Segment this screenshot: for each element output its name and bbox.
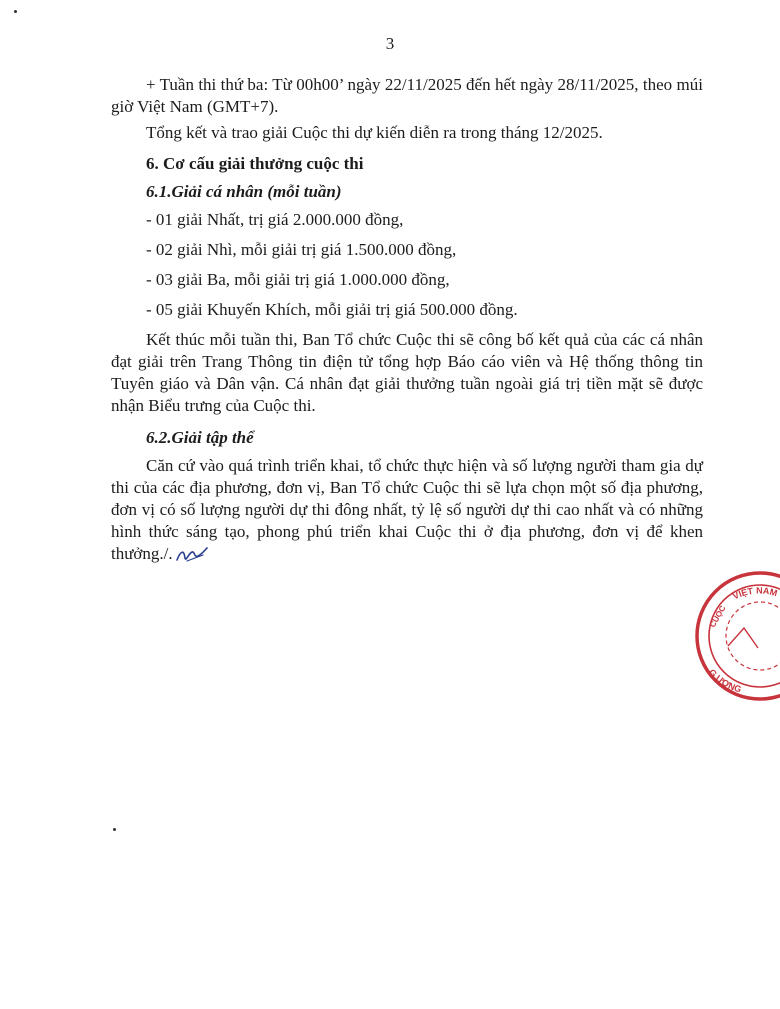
stamp-text-bottom: G ƯƠNG (706, 667, 743, 695)
collective-prize-text: Căn cứ vào quá trình triển khai, tổ chức thực hiện và số lượng người tham gia dự thi của các địa phương, đơn vị, Ban Tổ chức Cuộc thi sẽ lựa chọn một số địa phương, đơn vị có số lượng người dự thi đông nhất, tỷ lệ số người dự thi cao nhất và có những hình thức sáng tạo, phong phú triển khai Cuộc thi ở địa phương, đơn vị để khen thưởng./. (111, 456, 703, 563)
document-body (111, 74, 703, 569)
scan-speck (14, 10, 17, 13)
prize-first: - 01 giải Nhất, trị giá 2.000.000 đồng, (146, 210, 404, 229)
svg-text:VIỆT NAM (731, 586, 778, 602)
stamp-text-top: VIỆT NAM (731, 585, 779, 602)
prize-second: - 02 giải Nhì, mỗi giải trị giá 1.500.000 đồng, (146, 240, 457, 259)
individual-prize-heading: 6.1.Giải cá nhân (mỗi tuần) (146, 182, 342, 201)
prize-encouragement: - 05 giải Khuyến Khích, mỗi giải trị giá 500.000 đồng. (146, 300, 518, 319)
collective-prize-heading: 6.2.Giải tập thể (146, 428, 254, 447)
initial-signature-mark (175, 546, 209, 564)
page-number: 3 (385, 34, 395, 53)
section6-heading: 6. Cơ cấu giải thưởng cuộc thi (146, 154, 364, 173)
official-red-stamp (688, 566, 780, 706)
prize-third: - 03 giải Ba, mỗi giải trị giá 1.000.000 đồng, (146, 270, 450, 289)
summary-paragraph: Tổng kết và trao giải Cuộc thi dự kiến diễn ra trong tháng 12/2025. (146, 123, 603, 142)
scan-speck (113, 828, 116, 831)
week3-paragraph: + Tuần thi thứ ba: Từ 00h00’ ngày 22/11/2025 đến hết ngày 28/11/2025, theo múi giờ Việt Nam (GMT+7). (111, 75, 703, 116)
individual-note-paragraph: Kết thúc mỗi tuần thi, Ban Tổ chức Cuộc thi sẽ công bố kết quả của các cá nhân đạt giải trên Trang Thông tin điện tử tổng hợp Báo cáo viên và Hệ thống thông tin Tuyên giáo và Dân vận. Cá nhân đạt giải thưởng tuần ngoài giá trị tiền mặt sẽ được nhận Biểu trưng của Cuộc thi. (111, 330, 703, 415)
stamp-text-side: CUỘC (707, 604, 728, 629)
collective-prize-paragraph (111, 455, 703, 565)
